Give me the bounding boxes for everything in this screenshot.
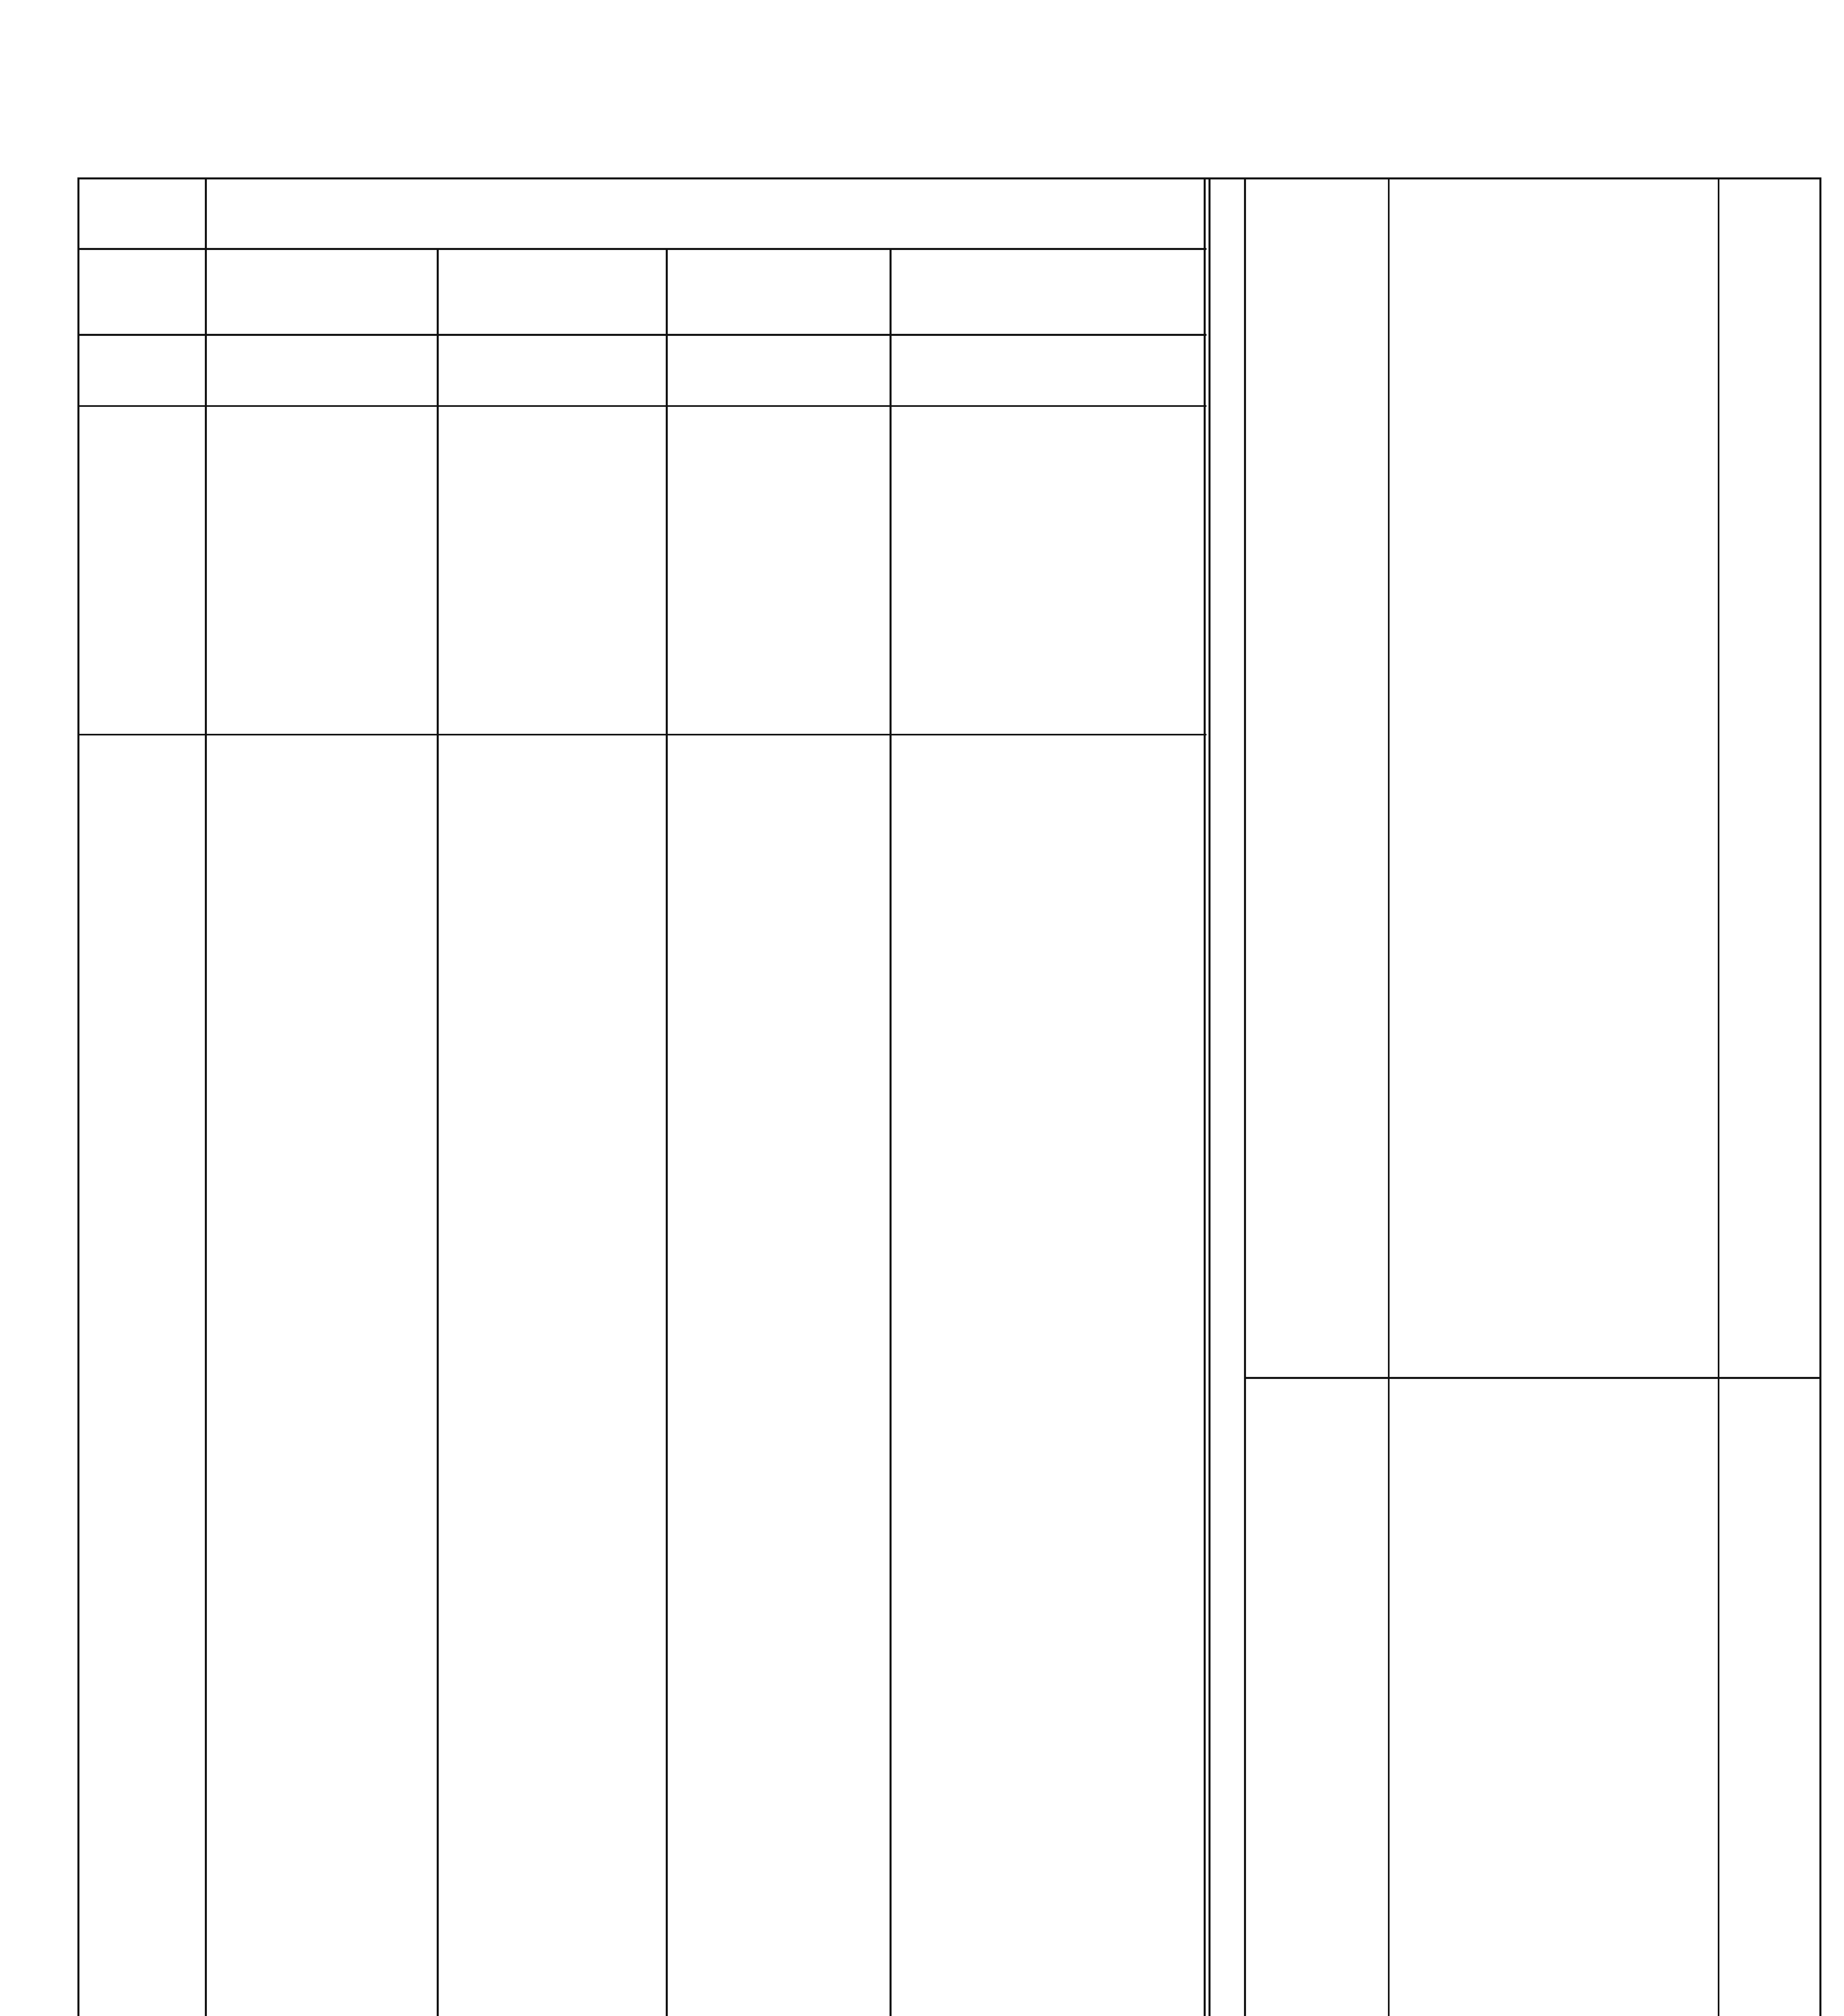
markante-punkte-label <box>79 1113 204 1145</box>
hoehenwinde-panel <box>1206 177 1821 2016</box>
main-table <box>77 177 1211 2016</box>
